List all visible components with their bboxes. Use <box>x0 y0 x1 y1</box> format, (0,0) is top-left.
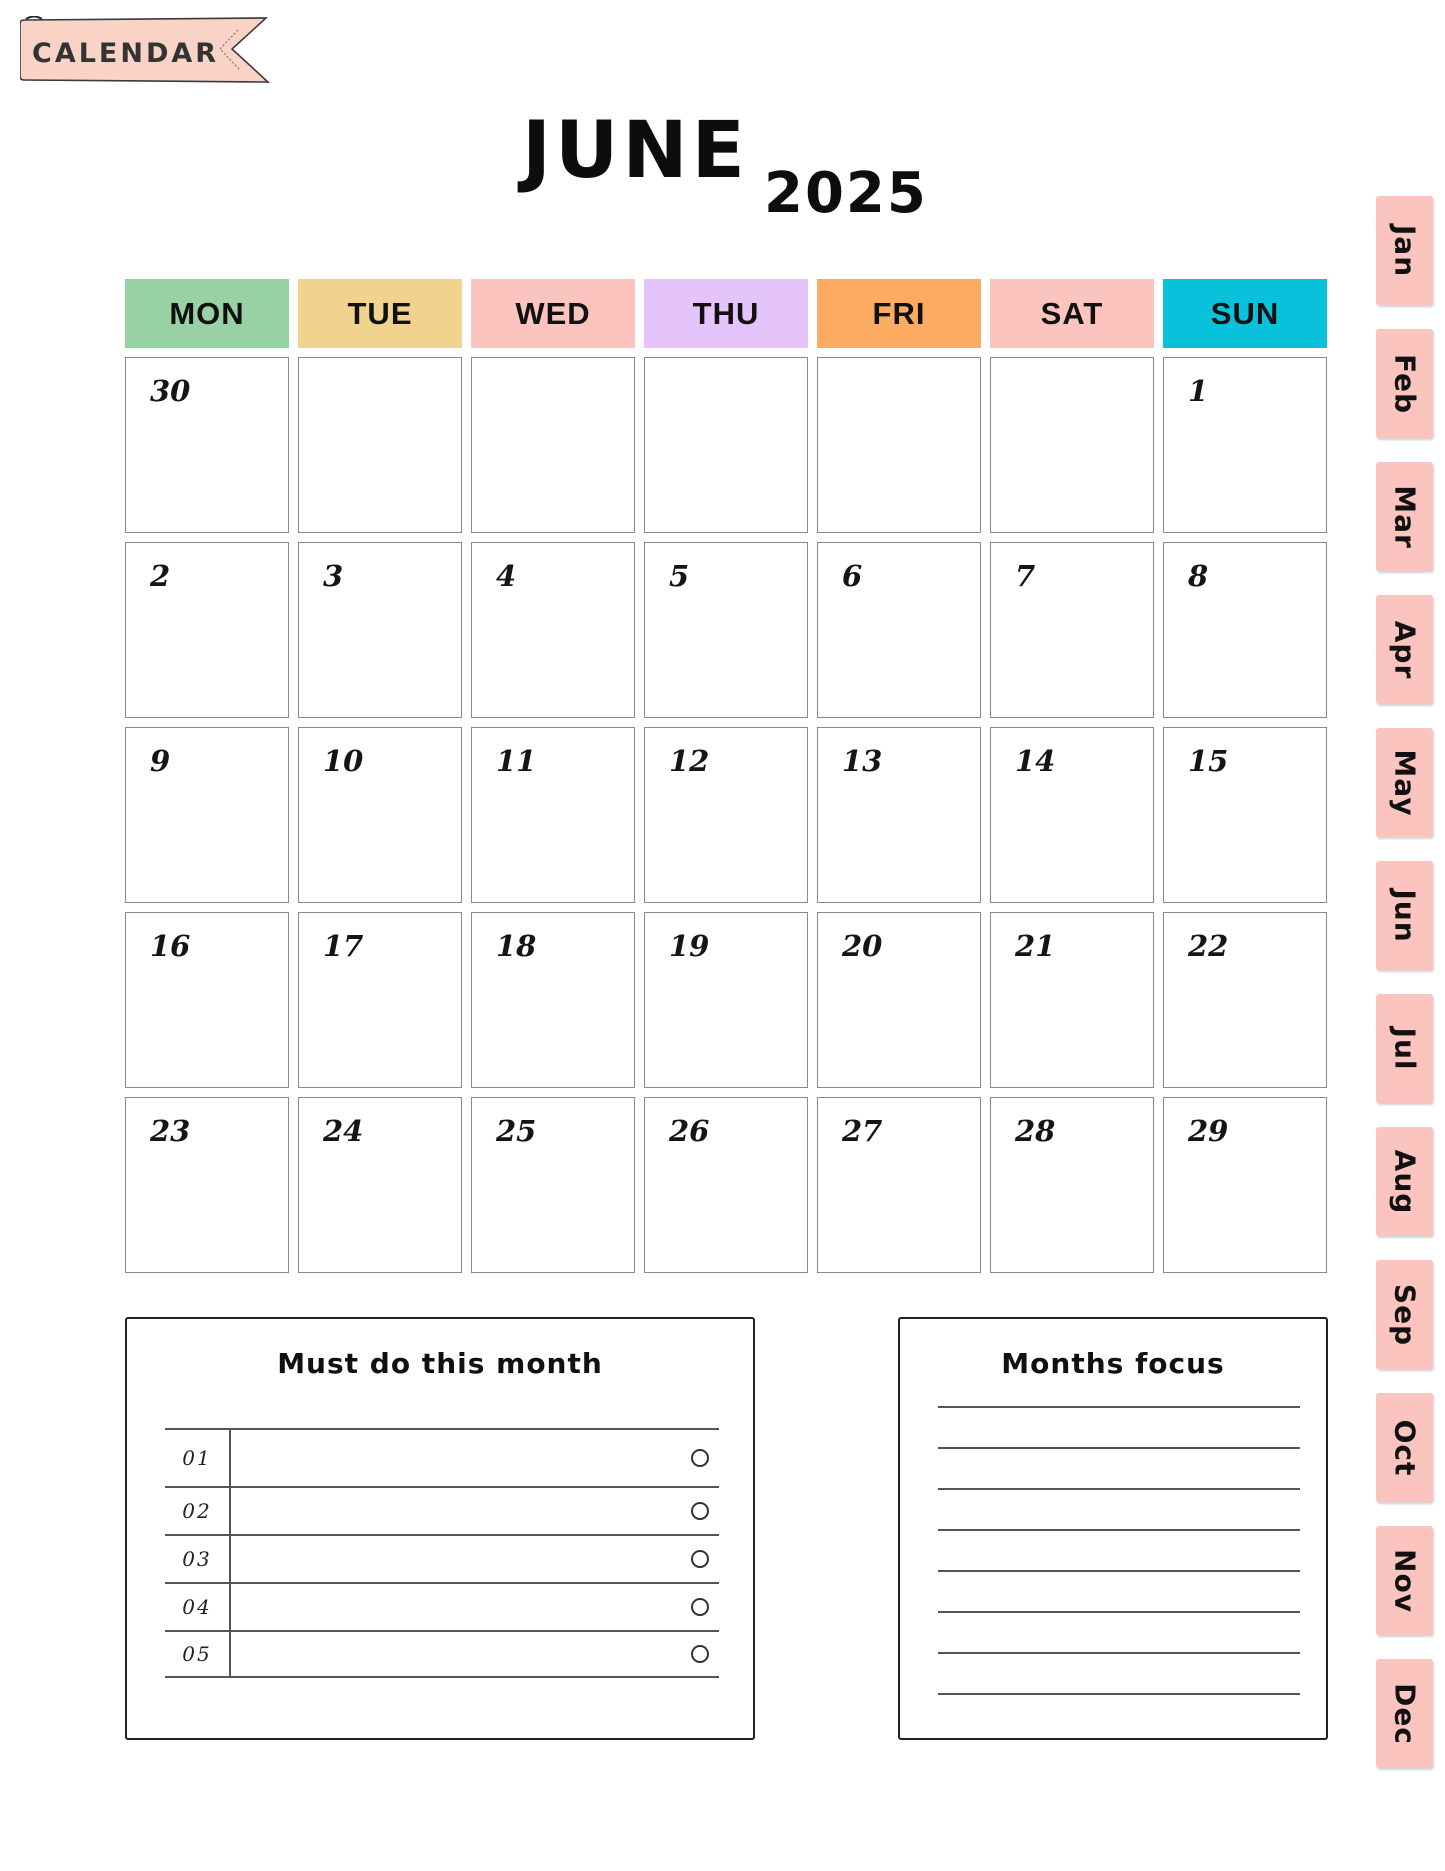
month-tab-label: Feb <box>1388 353 1421 414</box>
task-row[interactable] <box>165 1582 719 1630</box>
day-number: 14 <box>1015 744 1056 778</box>
day-number: 20 <box>842 929 883 963</box>
month-tab-label: Oct <box>1388 1419 1421 1476</box>
day-cell[interactable] <box>644 357 808 533</box>
day-cell[interactable] <box>990 357 1154 533</box>
day-cell[interactable] <box>471 542 635 718</box>
day-cell[interactable] <box>644 727 808 903</box>
day-number: 11 <box>496 744 537 778</box>
month-tab-label: Mar <box>1388 484 1421 549</box>
month-tab-jun[interactable] <box>1376 861 1433 970</box>
day-cell[interactable] <box>471 357 635 533</box>
focus-writing-line[interactable] <box>938 1488 1300 1490</box>
month-tab-dec[interactable] <box>1376 1659 1433 1768</box>
month-title: JUNE <box>522 106 749 196</box>
day-cell[interactable] <box>298 727 462 903</box>
day-cell[interactable] <box>990 542 1154 718</box>
day-number: 26 <box>669 1114 710 1148</box>
month-tab-jan[interactable] <box>1376 196 1433 305</box>
task-number: 05 <box>165 1632 231 1676</box>
day-number: 10 <box>323 744 364 778</box>
month-tab-label: Aug <box>1388 1149 1421 1214</box>
day-cell[interactable] <box>817 727 981 903</box>
month-tab-label: Apr <box>1388 620 1421 679</box>
day-cell[interactable] <box>125 542 289 718</box>
day-number: 1 <box>1188 374 1209 408</box>
day-number: 7 <box>1015 559 1036 593</box>
month-tab-label: Nov <box>1388 1548 1421 1613</box>
day-number: 23 <box>150 1114 191 1148</box>
task-row[interactable] <box>165 1630 719 1678</box>
focus-panel <box>898 1317 1328 1740</box>
day-number: 18 <box>496 929 537 963</box>
task-row[interactable] <box>165 1534 719 1582</box>
day-cell[interactable] <box>644 912 808 1088</box>
month-tab-label: Jul <box>1388 1027 1421 1070</box>
day-cell[interactable] <box>298 542 462 718</box>
day-number: 8 <box>1188 559 1209 593</box>
task-number: 03 <box>165 1536 231 1582</box>
day-cell[interactable] <box>1163 357 1327 533</box>
task-checkbox-icon[interactable] <box>691 1598 709 1616</box>
month-tab-feb[interactable] <box>1376 329 1433 438</box>
day-cell[interactable] <box>817 357 981 533</box>
weekday-tue: TUE <box>298 279 462 348</box>
month-tab-label: Dec <box>1388 1682 1421 1745</box>
day-number: 27 <box>842 1114 883 1148</box>
month-tab-label: May <box>1388 748 1421 817</box>
day-cell[interactable] <box>125 357 289 533</box>
year-title: 2025 <box>764 161 928 226</box>
month-tab-mar[interactable] <box>1376 462 1433 571</box>
day-cell[interactable] <box>990 1097 1154 1273</box>
month-tab-may[interactable] <box>1376 728 1433 837</box>
day-number: 19 <box>669 929 710 963</box>
task-number: 04 <box>165 1584 231 1630</box>
weekday-sun: SUN <box>1163 279 1327 348</box>
day-number: 24 <box>323 1114 364 1148</box>
task-number: 02 <box>165 1488 231 1534</box>
focus-writing-line[interactable] <box>938 1529 1300 1531</box>
day-number: 4 <box>496 559 517 593</box>
day-cell[interactable] <box>125 727 289 903</box>
month-tab-apr[interactable] <box>1376 595 1433 704</box>
task-row[interactable] <box>165 1428 719 1486</box>
day-number: 9 <box>150 744 171 778</box>
calendar-banner-label: CALENDAR <box>32 38 220 69</box>
day-number: 5 <box>669 559 690 593</box>
day-number: 29 <box>1188 1114 1229 1148</box>
task-row[interactable] <box>165 1486 719 1534</box>
day-cell[interactable] <box>125 1097 289 1273</box>
day-cell[interactable] <box>471 1097 635 1273</box>
day-number: 2 <box>150 559 171 593</box>
task-checkbox-icon[interactable] <box>691 1502 709 1520</box>
month-tab-aug[interactable] <box>1376 1127 1433 1236</box>
task-checkbox-icon[interactable] <box>691 1550 709 1568</box>
calendar-banner <box>20 16 270 86</box>
task-checkbox-icon[interactable] <box>691 1645 709 1663</box>
weekday-wed: WED <box>471 279 635 348</box>
month-tab-jul[interactable] <box>1376 994 1433 1103</box>
weekday-fri: FRI <box>817 279 981 348</box>
day-cell[interactable] <box>644 542 808 718</box>
must-do-title: Must do this month <box>277 1347 603 1380</box>
day-number: 15 <box>1188 744 1229 778</box>
focus-writing-line[interactable] <box>938 1693 1300 1695</box>
focus-writing-line[interactable] <box>938 1652 1300 1654</box>
must-do-list <box>165 1428 719 1678</box>
day-cell[interactable] <box>817 912 981 1088</box>
day-number: 28 <box>1015 1114 1056 1148</box>
day-cell[interactable] <box>125 912 289 1088</box>
day-cell[interactable] <box>298 357 462 533</box>
focus-writing-line[interactable] <box>938 1570 1300 1572</box>
day-cell[interactable] <box>298 912 462 1088</box>
task-number: 01 <box>165 1430 231 1486</box>
month-tab-oct[interactable] <box>1376 1393 1433 1502</box>
day-number: 6 <box>842 559 863 593</box>
day-cell[interactable] <box>1163 1097 1327 1273</box>
day-cell[interactable] <box>990 727 1154 903</box>
focus-writing-line[interactable] <box>938 1611 1300 1613</box>
day-number: 22 <box>1188 929 1229 963</box>
month-tab-sep[interactable] <box>1376 1260 1433 1369</box>
day-number: 30 <box>150 374 191 408</box>
day-number: 17 <box>323 929 364 963</box>
focus-writing-line[interactable] <box>938 1447 1300 1449</box>
day-number: 16 <box>150 929 191 963</box>
day-cell[interactable] <box>1163 542 1327 718</box>
focus-title: Months focus <box>1001 1347 1225 1380</box>
day-cell[interactable] <box>1163 727 1327 903</box>
day-cell[interactable] <box>817 1097 981 1273</box>
day-number: 25 <box>496 1114 537 1148</box>
day-number: 13 <box>842 744 883 778</box>
day-cell[interactable] <box>471 727 635 903</box>
day-cell[interactable] <box>1163 912 1327 1088</box>
month-tab-nov[interactable] <box>1376 1526 1433 1635</box>
day-cell[interactable] <box>817 542 981 718</box>
day-number: 21 <box>1015 929 1056 963</box>
focus-writing-line[interactable] <box>938 1406 1300 1408</box>
weekday-sat: SAT <box>990 279 1154 348</box>
day-number: 12 <box>669 744 710 778</box>
day-number: 3 <box>323 559 344 593</box>
month-tab-label: Sep <box>1388 1283 1421 1346</box>
weekday-thu: THU <box>644 279 808 348</box>
must-do-panel <box>125 1317 755 1740</box>
day-cell[interactable] <box>644 1097 808 1273</box>
month-tab-label: Jan <box>1388 224 1421 277</box>
task-checkbox-icon[interactable] <box>691 1449 709 1467</box>
month-tab-label: Jun <box>1388 888 1421 943</box>
day-cell[interactable] <box>471 912 635 1088</box>
weekday-mon: MON <box>125 279 289 348</box>
day-cell[interactable] <box>990 912 1154 1088</box>
day-cell[interactable] <box>298 1097 462 1273</box>
